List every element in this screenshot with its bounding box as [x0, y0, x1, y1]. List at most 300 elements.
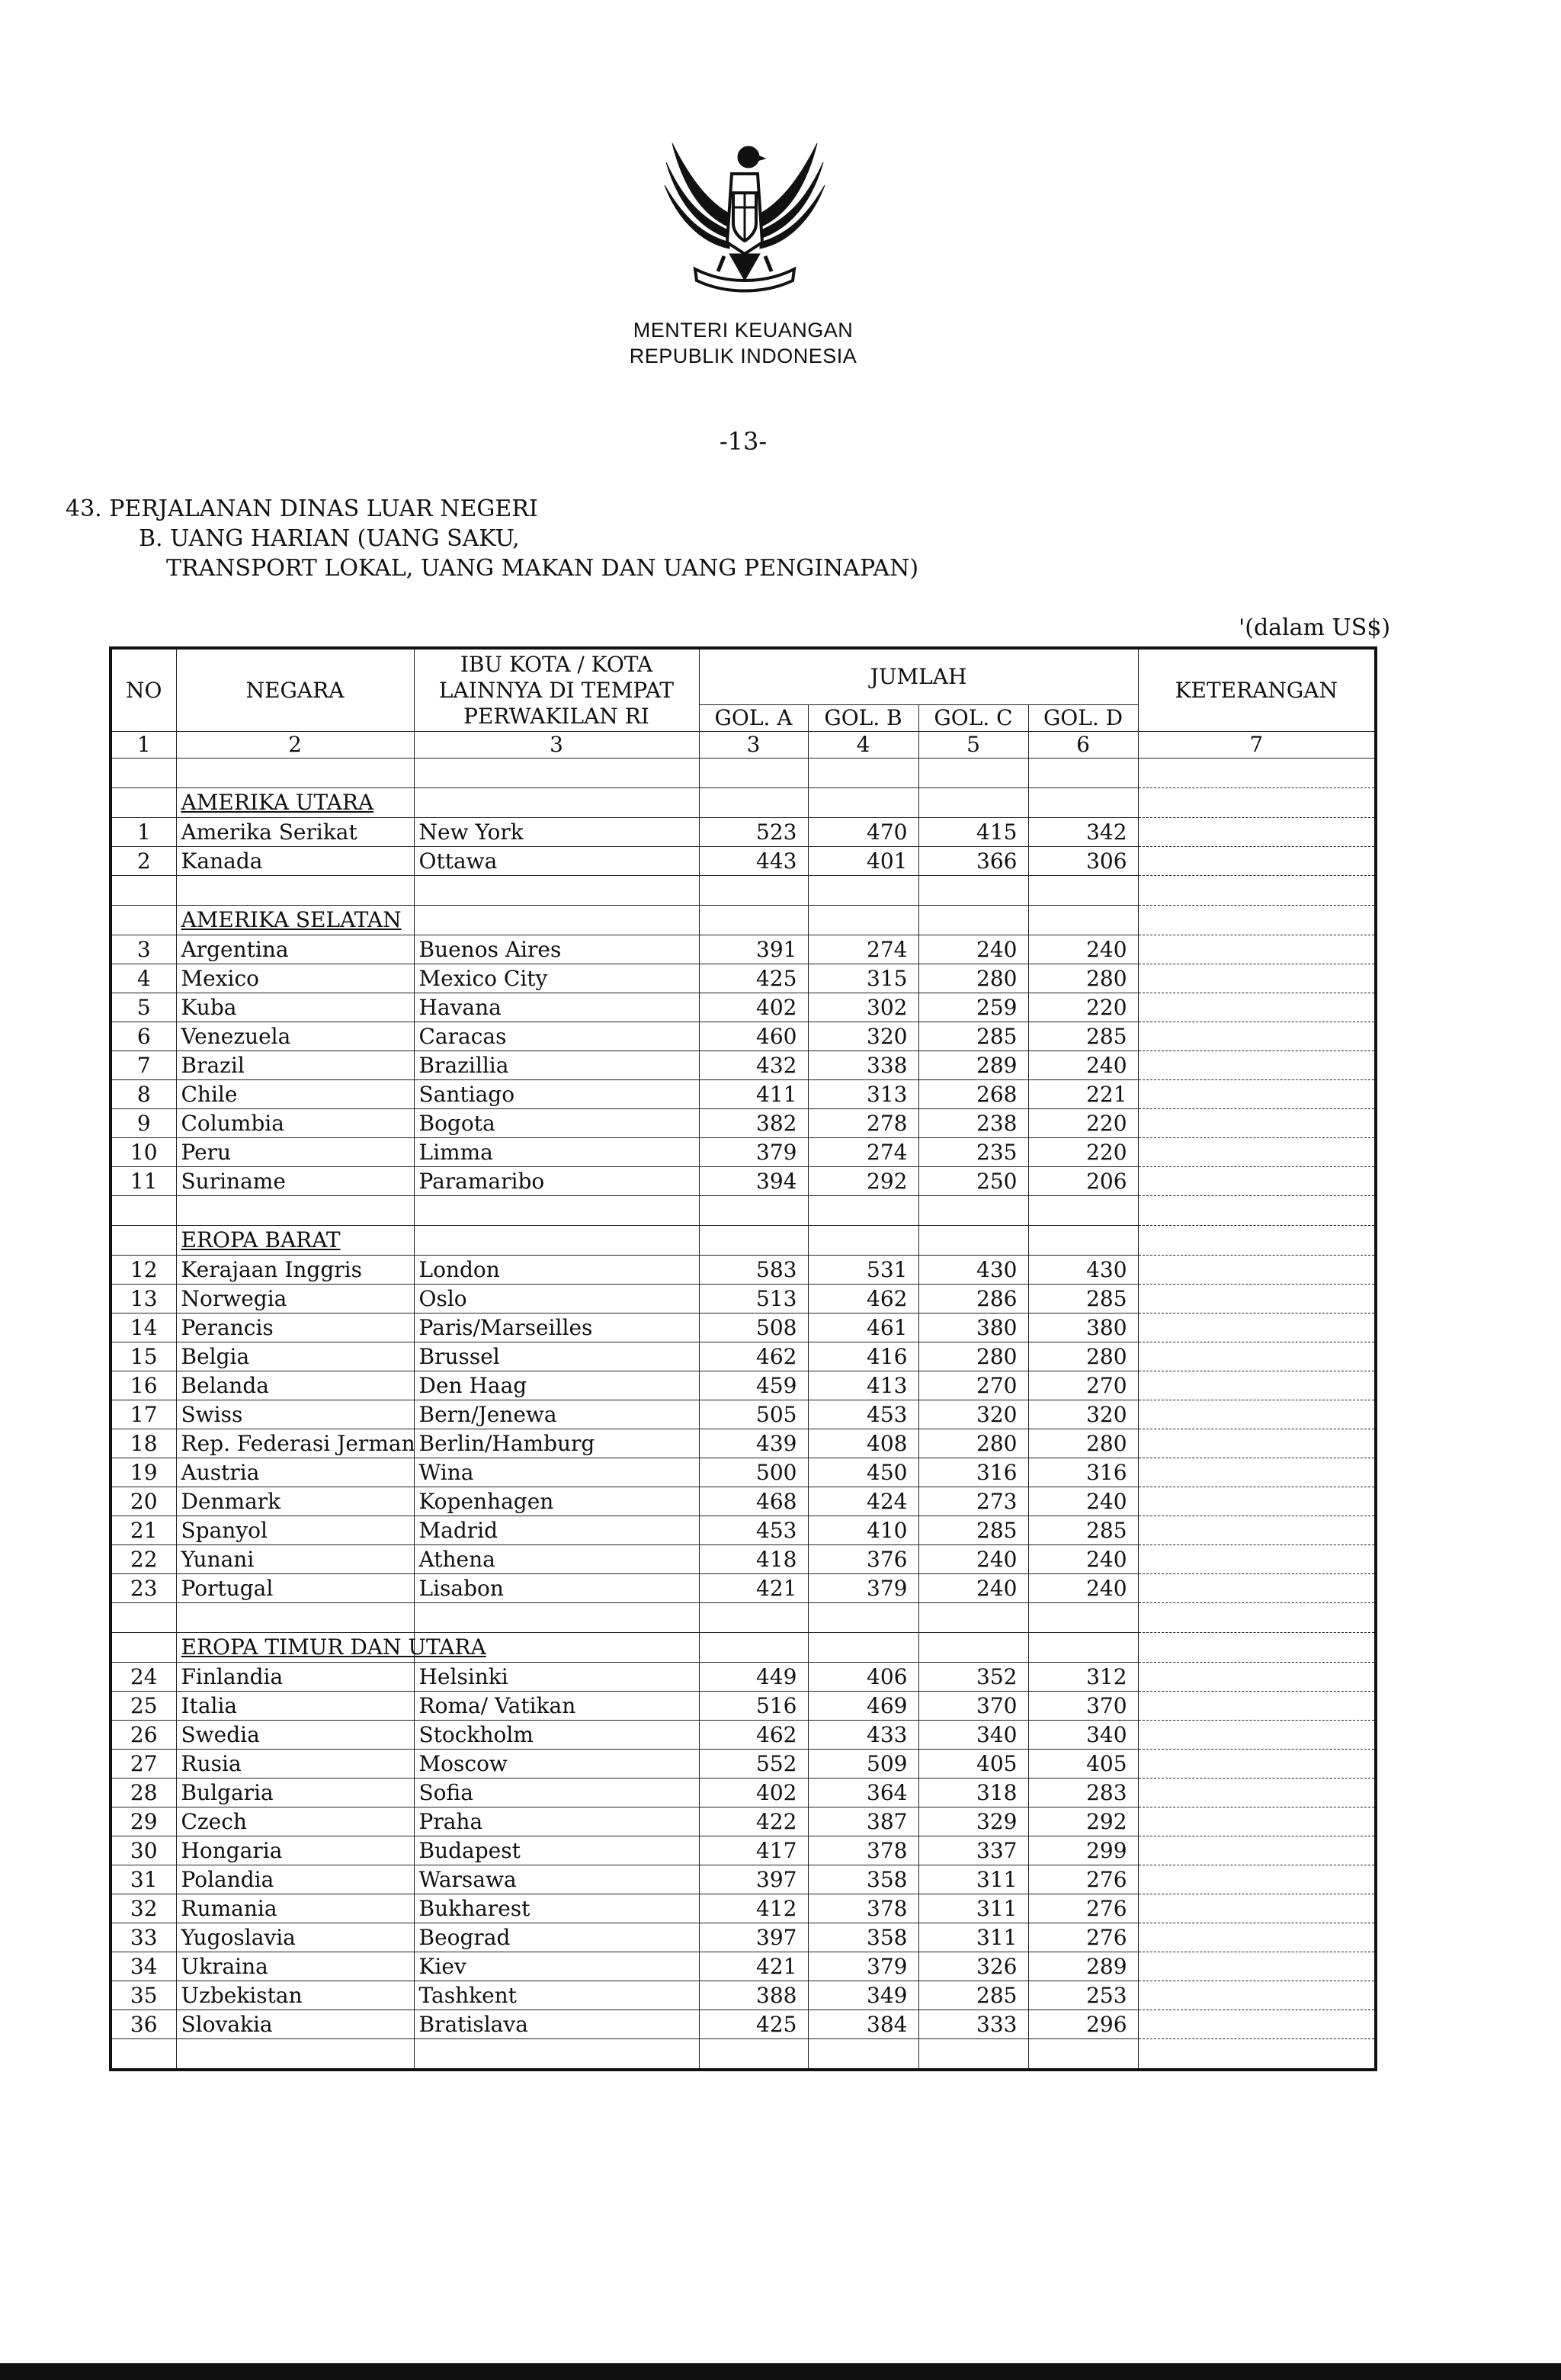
cell-country: Venezuela [176, 1022, 414, 1051]
cell-country: Perancis [176, 1313, 414, 1342]
blank-cell [176, 876, 414, 906]
cell-city: Helsinki [414, 1663, 699, 1692]
cell-gol-d: 240 [1028, 1051, 1138, 1080]
cell-gol-d: 430 [1028, 1256, 1138, 1285]
cell-gol-b: 384 [808, 2010, 918, 2039]
cell-gol-d: 253 [1028, 1981, 1138, 2010]
cell-no: 26 [111, 1721, 176, 1750]
cell-gol-d: 240 [1028, 1545, 1138, 1574]
table-row [111, 1371, 1376, 1400]
cell-gol-a: 391 [699, 935, 808, 964]
blank-cell [699, 1196, 808, 1226]
cell-gol-a: 513 [699, 1285, 808, 1313]
table-row [111, 1663, 1376, 1692]
cell-gol-b: 387 [808, 1807, 918, 1836]
cell-gol-c: 370 [918, 1692, 1028, 1721]
header-no: NO [111, 648, 176, 732]
cell-no: 18 [111, 1429, 176, 1458]
keterangan-cell [1138, 1750, 1376, 1779]
cell-no: 34 [111, 1952, 176, 1981]
cell-gol-c: 333 [918, 2010, 1028, 2039]
cell-city: Bern/Jenewa [414, 1400, 699, 1429]
cell-city: Limma [414, 1138, 699, 1167]
keterangan-cell [1138, 1022, 1376, 1051]
keterangan-cell [1138, 1080, 1376, 1109]
keterangan-cell [1138, 964, 1376, 993]
blank-cell [111, 906, 176, 935]
cell-gol-c: 259 [918, 993, 1028, 1022]
cell-gol-c: 316 [918, 1458, 1028, 1487]
header-ibukota-line1: IBU KOTA / KOTA [460, 651, 653, 677]
cell-no: 9 [111, 1109, 176, 1138]
cell-gol-b: 376 [808, 1545, 918, 1574]
cell-no: 16 [111, 1371, 176, 1400]
blank-cell [918, 1633, 1028, 1663]
cell-gol-b: 509 [808, 1750, 918, 1779]
keterangan-cell [1138, 1721, 1376, 1750]
blank-cell [111, 1196, 176, 1226]
cell-no: 10 [111, 1138, 176, 1167]
blank-cell [111, 1633, 176, 1663]
cell-gol-b: 462 [808, 1285, 918, 1313]
cell-country: Denmark [176, 1487, 414, 1516]
cell-city: Wina [414, 1458, 699, 1487]
blank-cell [808, 1603, 918, 1633]
cell-gol-c: 311 [918, 1894, 1028, 1923]
region-row [111, 1633, 1376, 1663]
cell-gol-d: 283 [1028, 1779, 1138, 1807]
cell-gol-c: 285 [918, 1516, 1028, 1545]
cell-gol-a: 425 [699, 2010, 808, 2039]
cell-gol-c: 286 [918, 1285, 1028, 1313]
table-row [111, 1022, 1376, 1051]
cell-gol-a: 505 [699, 1400, 808, 1429]
cell-no: 14 [111, 1313, 176, 1342]
cell-gol-d: 342 [1028, 818, 1138, 847]
cell-gol-b: 413 [808, 1371, 918, 1400]
cell-gol-d: 221 [1028, 1080, 1138, 1109]
cell-gol-b: 379 [808, 1574, 918, 1603]
cell-gol-a: 449 [699, 1663, 808, 1692]
cell-country: Rep. Federasi Jerman [176, 1429, 414, 1458]
cell-gol-d: 276 [1028, 1923, 1138, 1952]
cell-city: Havana [414, 993, 699, 1022]
keterangan-cell [1138, 1807, 1376, 1836]
cell-gol-c: 240 [918, 1574, 1028, 1603]
cell-gol-a: 417 [699, 1836, 808, 1865]
blank-row [111, 759, 1376, 788]
keterangan-cell [1138, 1226, 1376, 1256]
cell-gol-b: 531 [808, 1256, 918, 1285]
cell-country: Uzbekistan [176, 1981, 414, 2010]
cell-gol-a: 583 [699, 1256, 808, 1285]
cell-no: 27 [111, 1750, 176, 1779]
blank-cell [808, 1633, 918, 1663]
table-row [111, 1865, 1376, 1894]
cell-gol-d: 370 [1028, 1692, 1138, 1721]
blank-cell [1138, 2039, 1376, 2070]
cell-no: 30 [111, 1836, 176, 1865]
cell-gol-a: 500 [699, 1458, 808, 1487]
table-body [111, 759, 1376, 2070]
table-row [111, 1952, 1376, 1981]
cell-gol-d: 276 [1028, 1865, 1138, 1894]
keterangan-cell [1138, 1400, 1376, 1429]
cell-gol-c: 352 [918, 1663, 1028, 1692]
cell-gol-c: 280 [918, 1429, 1028, 1458]
column-index-cell: 2 [176, 732, 414, 759]
cell-gol-c: 268 [918, 1080, 1028, 1109]
header-gol-b: GOL. B [808, 705, 918, 732]
cell-gol-d: 289 [1028, 1952, 1138, 1981]
cell-gol-d: 292 [1028, 1807, 1138, 1836]
cell-gol-b: 450 [808, 1458, 918, 1487]
keterangan-cell [1138, 1952, 1376, 1981]
keterangan-cell [1138, 1692, 1376, 1721]
keterangan-cell [1138, 1836, 1376, 1865]
cell-city: Budapest [414, 1836, 699, 1865]
blank-cell [1138, 1196, 1376, 1226]
cell-gol-b: 424 [808, 1487, 918, 1516]
cell-gol-b: 453 [808, 1400, 918, 1429]
cell-country: Italia [176, 1692, 414, 1721]
cell-no: 23 [111, 1574, 176, 1603]
cell-country: Swiss [176, 1400, 414, 1429]
cell-gol-d: 320 [1028, 1400, 1138, 1429]
cell-gol-b: 302 [808, 993, 918, 1022]
cell-gol-a: 412 [699, 1894, 808, 1923]
table-row [111, 1400, 1376, 1429]
cell-gol-a: 462 [699, 1721, 808, 1750]
cell-no: 19 [111, 1458, 176, 1487]
table-row [111, 1545, 1376, 1574]
cell-country: Belgia [176, 1342, 414, 1371]
table-row [111, 1256, 1376, 1285]
blank-cell [808, 1196, 918, 1226]
cell-country: Brazil [176, 1051, 414, 1080]
blank-cell [1028, 1633, 1138, 1663]
cell-city: Santiago [414, 1080, 699, 1109]
cell-no: 21 [111, 1516, 176, 1545]
ministry-title: MENTERI KEUANGAN [633, 319, 854, 342]
cell-gol-a: 459 [699, 1371, 808, 1400]
cell-gol-d: 340 [1028, 1721, 1138, 1750]
table-row [111, 935, 1376, 964]
table-row [111, 1285, 1376, 1313]
cell-country: Austria [176, 1458, 414, 1487]
cell-no: 31 [111, 1865, 176, 1894]
ministry-subtitle: REPUBLIK INDONESIA [629, 345, 857, 367]
column-index-cell: 5 [918, 732, 1028, 759]
header-jumlah: JUMLAH [699, 648, 1138, 705]
header-negara: NEGARA [176, 648, 414, 732]
cell-city: Stockholm [414, 1721, 699, 1750]
keterangan-cell [1138, 1574, 1376, 1603]
cell-city: Brussel [414, 1342, 699, 1371]
blank-cell [176, 759, 414, 788]
cell-city: Athena [414, 1545, 699, 1574]
cell-gol-b: 320 [808, 1022, 918, 1051]
cell-country: Columbia [176, 1109, 414, 1138]
cell-gol-b: 315 [808, 964, 918, 993]
region-label-cell [176, 1226, 414, 1256]
cell-no: 5 [111, 993, 176, 1022]
cell-country: Rumania [176, 1894, 414, 1923]
cell-gol-c: 238 [918, 1109, 1028, 1138]
table-row [111, 1109, 1376, 1138]
cell-gol-c: 380 [918, 1313, 1028, 1342]
cell-gol-c: 311 [918, 1865, 1028, 1894]
blank-cell [414, 1196, 699, 1226]
cell-no: 12 [111, 1256, 176, 1285]
cell-country: Spanyol [176, 1516, 414, 1545]
cell-city: Lisabon [414, 1574, 699, 1603]
cell-gol-a: 508 [699, 1313, 808, 1342]
blank-cell [414, 788, 699, 818]
cell-city: Mexico City [414, 964, 699, 993]
blank-cell [699, 759, 808, 788]
cell-no: 8 [111, 1080, 176, 1109]
cell-gol-a: 382 [699, 1109, 808, 1138]
cell-no: 29 [111, 1807, 176, 1836]
keterangan-cell [1138, 1487, 1376, 1516]
cell-gol-c: 285 [918, 1022, 1028, 1051]
header-gol-a: GOL. A [699, 705, 808, 732]
cell-gol-b: 358 [808, 1865, 918, 1894]
cell-country: Finlandia [176, 1663, 414, 1692]
keterangan-cell [1138, 1167, 1376, 1196]
cell-city: Buenos Aires [414, 935, 699, 964]
page-number: -13- [719, 427, 768, 456]
cell-gol-d: 276 [1028, 1894, 1138, 1923]
cell-gol-d: 220 [1028, 1109, 1138, 1138]
cell-city: Tashkent [414, 1981, 699, 2010]
cell-country: Swedia [176, 1721, 414, 1750]
cell-no: 7 [111, 1051, 176, 1080]
cell-gol-c: 289 [918, 1051, 1028, 1080]
region-label: AMERIKA SELATAN [181, 907, 402, 932]
blank-cell [414, 876, 699, 906]
cell-gol-d: 285 [1028, 1516, 1138, 1545]
blank-cell [808, 2039, 918, 2070]
cell-gol-a: 443 [699, 847, 808, 876]
cell-no: 2 [111, 847, 176, 876]
blank-cell [699, 876, 808, 906]
cell-gol-c: 240 [918, 1545, 1028, 1574]
blank-cell [1028, 1196, 1138, 1226]
cell-country: Slovakia [176, 2010, 414, 2039]
cell-gol-a: 388 [699, 1981, 808, 2010]
blank-cell [111, 788, 176, 818]
cell-gol-d: 405 [1028, 1750, 1138, 1779]
blank-row [111, 876, 1376, 906]
subsection-heading: B. UANG HARIAN (UANG SAKU, [139, 525, 520, 552]
cell-gol-b: 410 [808, 1516, 918, 1545]
keterangan-cell [1138, 1256, 1376, 1285]
keterangan-cell [1138, 1109, 1376, 1138]
keterangan-cell [1138, 906, 1376, 935]
cell-city: Caracas [414, 1022, 699, 1051]
cell-gol-d: 285 [1028, 1022, 1138, 1051]
region-label: AMERIKA UTARA [181, 790, 374, 815]
keterangan-cell [1138, 1285, 1376, 1313]
cell-gol-b: 274 [808, 935, 918, 964]
table-row [111, 1051, 1376, 1080]
blank-cell [918, 2039, 1028, 2070]
keterangan-cell [1138, 1138, 1376, 1167]
subsection-heading-cont: TRANSPORT LOKAL, UANG MAKAN DAN UANG PENGINAPAN) [166, 555, 919, 582]
blank-cell [414, 759, 699, 788]
cell-country: Ukraina [176, 1952, 414, 1981]
cell-no: 3 [111, 935, 176, 964]
cell-gol-b: 378 [808, 1894, 918, 1923]
blank-cell [699, 906, 808, 935]
cell-country: Rusia [176, 1750, 414, 1779]
table-row [111, 1574, 1376, 1603]
blank-cell [699, 1633, 808, 1663]
column-index-cell: 1 [111, 732, 176, 759]
table-row [111, 1923, 1376, 1952]
region-label-cell [176, 788, 414, 818]
cell-city: Sofia [414, 1779, 699, 1807]
cell-country: Mexico [176, 964, 414, 993]
cell-gol-d: 316 [1028, 1458, 1138, 1487]
keterangan-cell [1138, 1371, 1376, 1400]
blank-cell [1028, 2039, 1138, 2070]
section-heading: 43. PERJALANAN DINAS LUAR NEGERI [66, 496, 538, 522]
header-gol-d: GOL. D [1028, 705, 1138, 732]
cell-gol-b: 358 [808, 1923, 918, 1952]
cell-no: 6 [111, 1022, 176, 1051]
blank-cell [176, 2039, 414, 2070]
blank-cell [414, 2039, 699, 2070]
cell-no: 36 [111, 2010, 176, 2039]
cell-gol-d: 240 [1028, 1487, 1138, 1516]
cell-no: 32 [111, 1894, 176, 1923]
blank-cell [1028, 1603, 1138, 1633]
cell-city: Bratislava [414, 2010, 699, 2039]
keterangan-cell [1138, 1458, 1376, 1487]
cell-city: Paramaribo [414, 1167, 699, 1196]
blank-cell [176, 1603, 414, 1633]
cell-city: Brazillia [414, 1051, 699, 1080]
cell-gol-c: 366 [918, 847, 1028, 876]
keterangan-cell [1138, 1779, 1376, 1807]
keterangan-cell [1138, 1051, 1376, 1080]
keterangan-cell [1138, 1516, 1376, 1545]
cell-gol-c: 430 [918, 1256, 1028, 1285]
table-row [111, 847, 1376, 876]
cell-no: 22 [111, 1545, 176, 1574]
table-row [111, 1692, 1376, 1721]
blank-cell [111, 2039, 176, 2070]
cell-gol-a: 468 [699, 1487, 808, 1516]
cell-country: Kerajaan Inggris [176, 1256, 414, 1285]
table-row [111, 1313, 1376, 1342]
cell-gol-d: 380 [1028, 1313, 1138, 1342]
cell-gol-b: 401 [808, 847, 918, 876]
cell-gol-a: 516 [699, 1692, 808, 1721]
cell-no: 11 [111, 1167, 176, 1196]
scan-edge-bar [0, 2363, 1561, 2380]
unit-note: '(dalam US$) [1239, 614, 1391, 641]
cell-gol-a: 402 [699, 993, 808, 1022]
header-ibukota-line3: PERWAKILAN RI [463, 703, 649, 729]
region-row [111, 1226, 1376, 1256]
cell-city: Den Haag [414, 1371, 699, 1400]
cell-gol-d: 306 [1028, 847, 1138, 876]
keterangan-cell [1138, 1545, 1376, 1574]
table-row [111, 1981, 1376, 2010]
cell-gol-a: 394 [699, 1167, 808, 1196]
keterangan-cell [1138, 2010, 1376, 2039]
cell-gol-b: 416 [808, 1342, 918, 1371]
cell-country: Belanda [176, 1371, 414, 1400]
column-index-cell: 3 [414, 732, 699, 759]
cell-city: Ottawa [414, 847, 699, 876]
region-row [111, 906, 1376, 935]
cell-city: London [414, 1256, 699, 1285]
cell-no: 15 [111, 1342, 176, 1371]
blank-cell [1028, 1226, 1138, 1256]
cell-gol-a: 411 [699, 1080, 808, 1109]
cell-gol-d: 220 [1028, 993, 1138, 1022]
cell-gol-c: 240 [918, 935, 1028, 964]
cell-no: 13 [111, 1285, 176, 1313]
blank-cell [176, 1196, 414, 1226]
cell-gol-a: 425 [699, 964, 808, 993]
cell-city: Bukharest [414, 1894, 699, 1923]
cell-city: Paris/Marseilles [414, 1313, 699, 1342]
cell-country: Chile [176, 1080, 414, 1109]
cell-gol-b: 278 [808, 1109, 918, 1138]
cell-gol-a: 453 [699, 1516, 808, 1545]
blank-cell [111, 1226, 176, 1256]
table-row [111, 2010, 1376, 2039]
cell-gol-d: 296 [1028, 2010, 1138, 2039]
cell-gol-c: 326 [918, 1952, 1028, 1981]
blank-cell [808, 906, 918, 935]
keterangan-cell [1138, 818, 1376, 847]
keterangan-cell [1138, 1633, 1376, 1663]
table-row [111, 1167, 1376, 1196]
cell-country: Hongaria [176, 1836, 414, 1865]
keterangan-cell [1138, 993, 1376, 1022]
table-row [111, 818, 1376, 847]
cell-gol-a: 397 [699, 1865, 808, 1894]
cell-gol-a: 432 [699, 1051, 808, 1080]
cell-country: Norwegia [176, 1285, 414, 1313]
cell-gol-a: 523 [699, 818, 808, 847]
table-row [111, 1779, 1376, 1807]
blank-cell [111, 1603, 176, 1633]
table-row [111, 1429, 1376, 1458]
blank-cell [918, 788, 1028, 818]
blank-cell [1028, 788, 1138, 818]
header-gol-c: GOL. C [918, 705, 1028, 732]
cell-city: Kiev [414, 1952, 699, 1981]
column-index-cell: 6 [1028, 732, 1138, 759]
header-keterangan: KETERANGAN [1138, 648, 1376, 732]
blank-cell [699, 788, 808, 818]
cell-gol-b: 408 [808, 1429, 918, 1458]
cell-gol-c: 415 [918, 818, 1028, 847]
cell-gol-b: 338 [808, 1051, 918, 1080]
cell-city: Kopenhagen [414, 1487, 699, 1516]
cell-gol-d: 270 [1028, 1371, 1138, 1400]
keterangan-cell [1138, 1981, 1376, 2010]
keterangan-cell [1138, 1429, 1376, 1458]
